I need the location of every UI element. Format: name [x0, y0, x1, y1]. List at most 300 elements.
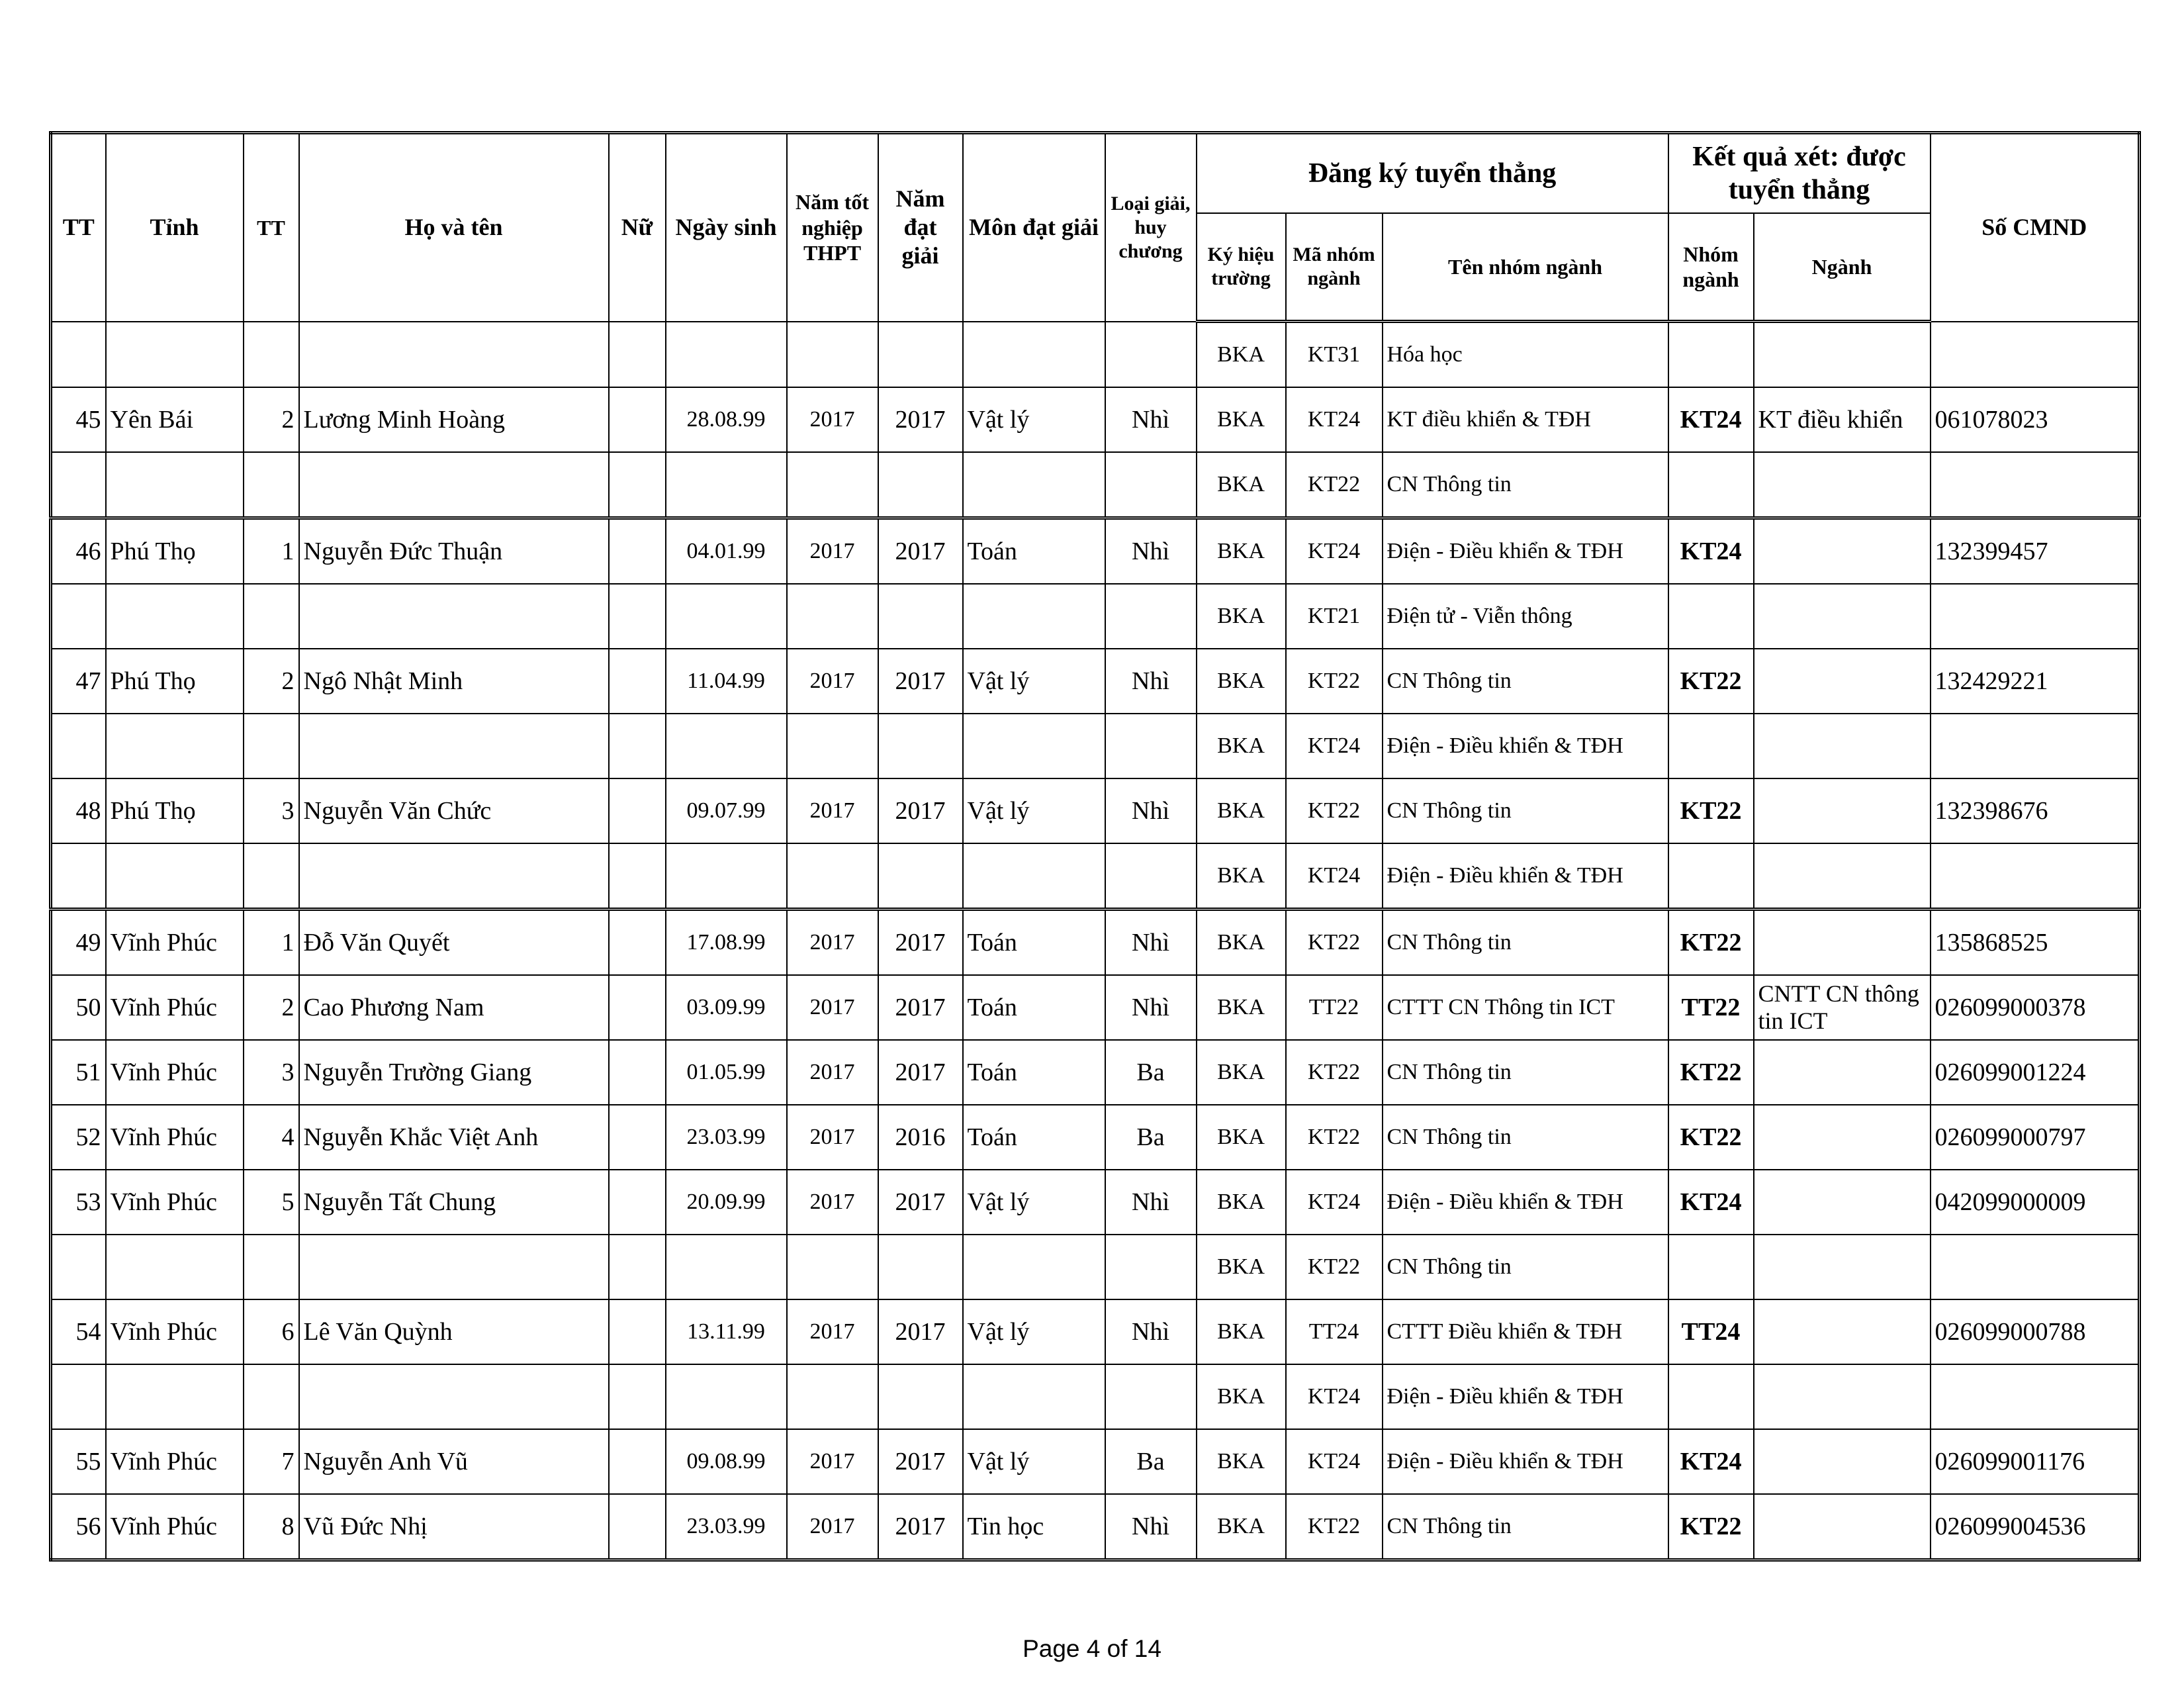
cell-mon-dat-giai [963, 843, 1105, 910]
cell-nam-dat-giai: 2017 [878, 975, 963, 1040]
cell-ten-nhom-nganh: CN Thông tin [1383, 910, 1668, 976]
cell-ten-nhom-nganh: Điện - Điều khiển & TĐH [1383, 1364, 1668, 1429]
cell-ngay-sinh: 20.09.99 [666, 1170, 787, 1235]
cell-tinh: Vĩnh Phúc [106, 1040, 244, 1105]
cell-tt2: 1 [244, 518, 299, 585]
header-nganh: Ngành [1754, 213, 1931, 322]
cell-ho-ten [299, 322, 609, 388]
header-dang-ky: Đăng ký tuyển thẳng [1197, 133, 1668, 214]
cell-ngay-sinh: 13.11.99 [666, 1299, 787, 1364]
cell-nam-tot-nghiep: 2017 [787, 649, 878, 714]
cell-ten-nhom-nganh: Điện - Điều khiển & TĐH [1383, 843, 1668, 910]
cell-nu [609, 1040, 666, 1105]
cell-ten-nhom-nganh: CN Thông tin [1383, 1040, 1668, 1105]
cell-kq-nhom-nganh: KT22 [1668, 910, 1754, 976]
cell-kq-nganh: KT điều khiển [1754, 387, 1931, 452]
cell-loai-giai: Nhì [1105, 975, 1197, 1040]
cell-nam-dat-giai [878, 322, 963, 388]
cell-nam-tot-nghiep [787, 714, 878, 778]
cell-mon-dat-giai [963, 1235, 1105, 1299]
cell-kq-nganh [1754, 1494, 1931, 1560]
cell-ten-nhom-nganh: CN Thông tin [1383, 649, 1668, 714]
cell-nam-tot-nghiep: 2017 [787, 1494, 878, 1560]
cell-tt2: 5 [244, 1170, 299, 1235]
cell-ma-nhom-nganh: KT22 [1286, 1494, 1383, 1560]
header-tt: TT [51, 133, 106, 322]
cell-tt: 49 [51, 910, 106, 976]
cell-tt2 [244, 452, 299, 518]
table-row [51, 518, 2140, 585]
header-ket-qua: Kết quả xét: được tuyển thẳng [1668, 133, 1931, 214]
cell-mon-dat-giai: Vật lý [963, 649, 1105, 714]
cell-so-cmnd: 026099001224 [1931, 1040, 2140, 1105]
cell-loai-giai [1105, 322, 1197, 388]
cell-tinh: Vĩnh Phúc [106, 1494, 244, 1560]
cell-ho-ten: Nguyễn Khắc Việt Anh [299, 1105, 609, 1170]
cell-loai-giai [1105, 452, 1197, 518]
cell-tinh [106, 322, 244, 388]
table-row [51, 649, 2140, 714]
cell-so-cmnd: 026099001176 [1931, 1429, 2140, 1494]
cell-nu [609, 714, 666, 778]
cell-mon-dat-giai: Vật lý [963, 1170, 1105, 1235]
cell-ma-nhom-nganh: KT22 [1286, 1235, 1383, 1299]
cell-tt [51, 584, 106, 649]
cell-kq-nganh [1754, 714, 1931, 778]
cell-kq-nganh [1754, 452, 1931, 518]
cell-ngay-sinh: 17.08.99 [666, 910, 787, 976]
cell-mon-dat-giai: Vật lý [963, 1429, 1105, 1494]
cell-loai-giai: Ba [1105, 1040, 1197, 1105]
cell-ten-nhom-nganh: CN Thông tin [1383, 1235, 1668, 1299]
cell-kq-nhom-nganh: KT22 [1668, 1040, 1754, 1105]
cell-tt2 [244, 1235, 299, 1299]
cell-kq-nhom-nganh: KT22 [1668, 649, 1754, 714]
header-ho-ten: Họ và tên [299, 133, 609, 322]
cell-loai-giai: Nhì [1105, 649, 1197, 714]
cell-ho-ten: Cao Phương Nam [299, 975, 609, 1040]
cell-ten-nhom-nganh: Điện - Điều khiển & TĐH [1383, 1429, 1668, 1494]
cell-nam-dat-giai: 2017 [878, 1040, 963, 1105]
cell-tinh: Vĩnh Phúc [106, 910, 244, 976]
cell-tt: 45 [51, 387, 106, 452]
cell-ho-ten: Nguyễn Tất Chung [299, 1170, 609, 1235]
cell-kq-nganh [1754, 778, 1931, 843]
cell-kq-nganh [1754, 649, 1931, 714]
cell-ten-nhom-nganh: CN Thông tin [1383, 778, 1668, 843]
cell-loai-giai: Nhì [1105, 1494, 1197, 1560]
table-row [51, 1364, 2140, 1429]
header-nu: Nữ [609, 133, 666, 322]
cell-ma-nhom-nganh: KT31 [1286, 322, 1383, 388]
cell-ten-nhom-nganh: CN Thông tin [1383, 1494, 1668, 1560]
cell-ngay-sinh: 09.08.99 [666, 1429, 787, 1494]
cell-nam-dat-giai: 2017 [878, 1494, 963, 1560]
header-loai-giai: Loại giải, huy chương [1105, 133, 1197, 322]
cell-nu [609, 910, 666, 976]
cell-mon-dat-giai: Toán [963, 518, 1105, 585]
cell-nam-tot-nghiep [787, 843, 878, 910]
cell-nu [609, 387, 666, 452]
table-body [51, 322, 2140, 1560]
table-row [51, 714, 2140, 778]
cell-nam-tot-nghiep [787, 1235, 878, 1299]
cell-kq-nganh [1754, 1235, 1931, 1299]
cell-kq-nhom-nganh [1668, 714, 1754, 778]
cell-nam-tot-nghiep: 2017 [787, 1299, 878, 1364]
cell-so-cmnd [1931, 584, 2140, 649]
cell-nu [609, 975, 666, 1040]
cell-tt2: 2 [244, 649, 299, 714]
cell-ngay-sinh [666, 584, 787, 649]
cell-so-cmnd: 042099000009 [1931, 1170, 2140, 1235]
cell-nu [609, 1429, 666, 1494]
cell-tt: 48 [51, 778, 106, 843]
cell-ho-ten: Nguyễn Anh Vũ [299, 1429, 609, 1494]
cell-so-cmnd [1931, 322, 2140, 388]
table-row [51, 322, 2140, 388]
table-row [51, 843, 2140, 910]
cell-nam-tot-nghiep: 2017 [787, 778, 878, 843]
cell-ngay-sinh [666, 714, 787, 778]
cell-ky-hieu-truong: BKA [1197, 322, 1286, 388]
cell-loai-giai: Ba [1105, 1105, 1197, 1170]
cell-kq-nhom-nganh: KT22 [1668, 1105, 1754, 1170]
cell-tinh [106, 843, 244, 910]
cell-ma-nhom-nganh: KT22 [1286, 1105, 1383, 1170]
cell-ky-hieu-truong: BKA [1197, 843, 1286, 910]
cell-tt: 56 [51, 1494, 106, 1560]
cell-ma-nhom-nganh: KT24 [1286, 1364, 1383, 1429]
cell-ky-hieu-truong: BKA [1197, 584, 1286, 649]
cell-ma-nhom-nganh: KT22 [1286, 649, 1383, 714]
cell-so-cmnd: 026099000378 [1931, 975, 2140, 1040]
cell-ky-hieu-truong: BKA [1197, 714, 1286, 778]
cell-tinh: Phú Thọ [106, 778, 244, 843]
cell-ho-ten [299, 714, 609, 778]
cell-so-cmnd [1931, 1235, 2140, 1299]
cell-tt: 54 [51, 1299, 106, 1364]
cell-nam-dat-giai: 2017 [878, 910, 963, 976]
cell-nam-tot-nghiep: 2017 [787, 910, 878, 976]
cell-nu [609, 1494, 666, 1560]
cell-tt: 47 [51, 649, 106, 714]
cell-ngay-sinh: 03.09.99 [666, 975, 787, 1040]
admission-table [49, 131, 2141, 1562]
cell-ho-ten [299, 452, 609, 518]
cell-ky-hieu-truong: BKA [1197, 387, 1286, 452]
cell-nam-tot-nghiep: 2017 [787, 1170, 878, 1235]
cell-kq-nhom-nganh: KT24 [1668, 1429, 1754, 1494]
cell-ngay-sinh [666, 843, 787, 910]
cell-nu [609, 322, 666, 388]
table-row [51, 1429, 2140, 1494]
cell-loai-giai: Nhì [1105, 1299, 1197, 1364]
cell-mon-dat-giai: Toán [963, 910, 1105, 976]
cell-kq-nhom-nganh: KT24 [1668, 1170, 1754, 1235]
cell-tinh: Vĩnh Phúc [106, 1170, 244, 1235]
cell-ky-hieu-truong: BKA [1197, 518, 1286, 585]
cell-kq-nhom-nganh [1668, 843, 1754, 910]
cell-ten-nhom-nganh: CN Thông tin [1383, 1105, 1668, 1170]
cell-tt2: 7 [244, 1429, 299, 1494]
cell-nam-dat-giai: 2017 [878, 649, 963, 714]
cell-tinh: Vĩnh Phúc [106, 1299, 244, 1364]
cell-mon-dat-giai: Toán [963, 1105, 1105, 1170]
cell-mon-dat-giai: Vật lý [963, 1299, 1105, 1364]
header-ten-nhom-nganh: Tên nhóm ngành [1383, 213, 1668, 322]
cell-tt [51, 843, 106, 910]
cell-loai-giai [1105, 714, 1197, 778]
cell-mon-dat-giai: Vật lý [963, 387, 1105, 452]
cell-nam-tot-nghiep: 2017 [787, 975, 878, 1040]
cell-kq-nhom-nganh [1668, 1364, 1754, 1429]
cell-so-cmnd: 132429221 [1931, 649, 2140, 714]
cell-so-cmnd [1931, 714, 2140, 778]
cell-tt: 52 [51, 1105, 106, 1170]
cell-nam-tot-nghiep: 2017 [787, 387, 878, 452]
cell-ho-ten: Lê Văn Quỳnh [299, 1299, 609, 1364]
cell-ma-nhom-nganh: KT22 [1286, 778, 1383, 843]
cell-loai-giai [1105, 584, 1197, 649]
header-tinh: Tỉnh [106, 133, 244, 322]
cell-tinh: Phú Thọ [106, 649, 244, 714]
cell-ten-nhom-nganh: KT điều khiển & TĐH [1383, 387, 1668, 452]
cell-ky-hieu-truong: BKA [1197, 1105, 1286, 1170]
cell-so-cmnd [1931, 843, 2140, 910]
header-mon-dat-giai: Môn đạt giải [963, 133, 1105, 322]
cell-loai-giai: Nhì [1105, 1170, 1197, 1235]
cell-so-cmnd [1931, 1364, 2140, 1429]
cell-ma-nhom-nganh: KT24 [1286, 714, 1383, 778]
table-row [51, 975, 2140, 1040]
header-ngay-sinh: Ngày sinh [666, 133, 787, 322]
cell-kq-nganh [1754, 322, 1931, 388]
cell-so-cmnd: 132398676 [1931, 778, 2140, 843]
cell-mon-dat-giai: Tin học [963, 1494, 1105, 1560]
cell-tt2: 3 [244, 1040, 299, 1105]
cell-nu [609, 1364, 666, 1429]
cell-ho-ten: Ngô Nhật Minh [299, 649, 609, 714]
cell-tt2 [244, 714, 299, 778]
cell-tinh: Vĩnh Phúc [106, 975, 244, 1040]
cell-kq-nhom-nganh [1668, 1235, 1754, 1299]
cell-nu [609, 518, 666, 585]
table-row [51, 452, 2140, 518]
cell-nu [609, 778, 666, 843]
cell-nam-tot-nghiep [787, 452, 878, 518]
cell-kq-nhom-nganh: KT22 [1668, 1494, 1754, 1560]
header-tt2: TT [244, 133, 299, 322]
table-row [51, 1235, 2140, 1299]
cell-nam-tot-nghiep: 2017 [787, 518, 878, 585]
table-row [51, 1494, 2140, 1560]
cell-kq-nhom-nganh [1668, 584, 1754, 649]
cell-tt [51, 322, 106, 388]
cell-tinh [106, 1235, 244, 1299]
cell-tinh [106, 714, 244, 778]
cell-loai-giai [1105, 1364, 1197, 1429]
cell-ky-hieu-truong: BKA [1197, 1170, 1286, 1235]
header-nam-dat-giai: Năm đạt giải [878, 133, 963, 322]
cell-kq-nhom-nganh: KT22 [1668, 778, 1754, 843]
table-row [51, 778, 2140, 843]
cell-nam-dat-giai: 2017 [878, 778, 963, 843]
table-row [51, 387, 2140, 452]
cell-so-cmnd: 026099000797 [1931, 1105, 2140, 1170]
cell-mon-dat-giai: Toán [963, 975, 1105, 1040]
cell-ten-nhom-nganh: CN Thông tin [1383, 452, 1668, 518]
cell-ngay-sinh: 01.05.99 [666, 1040, 787, 1105]
cell-nam-dat-giai [878, 584, 963, 649]
cell-ngay-sinh [666, 1235, 787, 1299]
cell-kq-nganh [1754, 910, 1931, 976]
cell-nam-dat-giai: 2017 [878, 1429, 963, 1494]
cell-nam-dat-giai [878, 714, 963, 778]
cell-ky-hieu-truong: BKA [1197, 1299, 1286, 1364]
cell-ngay-sinh: 09.07.99 [666, 778, 787, 843]
cell-mon-dat-giai [963, 322, 1105, 388]
cell-nam-tot-nghiep: 2017 [787, 1429, 878, 1494]
cell-mon-dat-giai [963, 452, 1105, 518]
page-number: Page 4 of 14 [1023, 1635, 1161, 1662]
cell-ma-nhom-nganh: KT24 [1286, 1429, 1383, 1494]
cell-ten-nhom-nganh: Điện - Điều khiển & TĐH [1383, 1170, 1668, 1235]
cell-tt2 [244, 322, 299, 388]
cell-mon-dat-giai: Toán [963, 1040, 1105, 1105]
cell-ngay-sinh [666, 322, 787, 388]
cell-tt [51, 1364, 106, 1429]
cell-ma-nhom-nganh: KT22 [1286, 910, 1383, 976]
cell-ma-nhom-nganh: KT21 [1286, 584, 1383, 649]
header-nam-tot-nghiep: Năm tốt nghiệp THPT [787, 133, 878, 322]
cell-so-cmnd: 132399457 [1931, 518, 2140, 585]
cell-nam-dat-giai [878, 452, 963, 518]
cell-tt: 55 [51, 1429, 106, 1494]
cell-ma-nhom-nganh: TT22 [1286, 975, 1383, 1040]
cell-ten-nhom-nganh: CTTT CN Thông tin ICT [1383, 975, 1668, 1040]
cell-loai-giai: Ba [1105, 1429, 1197, 1494]
table-row [51, 1170, 2140, 1235]
cell-ngay-sinh [666, 452, 787, 518]
cell-tt2: 8 [244, 1494, 299, 1560]
cell-loai-giai: Nhì [1105, 778, 1197, 843]
cell-ky-hieu-truong: BKA [1197, 910, 1286, 976]
cell-tt [51, 1235, 106, 1299]
cell-ngay-sinh [666, 1364, 787, 1429]
cell-nam-dat-giai: 2017 [878, 1170, 963, 1235]
cell-kq-nhom-nganh [1668, 322, 1754, 388]
cell-nam-tot-nghiep: 2017 [787, 1040, 878, 1105]
cell-tt2: 2 [244, 975, 299, 1040]
cell-mon-dat-giai [963, 584, 1105, 649]
cell-ky-hieu-truong: BKA [1197, 778, 1286, 843]
cell-tt [51, 452, 106, 518]
cell-kq-nganh [1754, 1299, 1931, 1364]
cell-nam-tot-nghiep [787, 584, 878, 649]
cell-ngay-sinh: 23.03.99 [666, 1105, 787, 1170]
cell-ho-ten [299, 1235, 609, 1299]
cell-ky-hieu-truong: BKA [1197, 1364, 1286, 1429]
cell-ma-nhom-nganh: KT24 [1286, 1170, 1383, 1235]
cell-so-cmnd: 061078023 [1931, 387, 2140, 452]
cell-kq-nganh [1754, 1170, 1931, 1235]
cell-nam-dat-giai: 2017 [878, 387, 963, 452]
cell-kq-nhom-nganh [1668, 452, 1754, 518]
cell-tt: 50 [51, 975, 106, 1040]
cell-kq-nganh [1754, 1364, 1931, 1429]
cell-loai-giai [1105, 1235, 1197, 1299]
cell-nu [609, 649, 666, 714]
cell-tt: 51 [51, 1040, 106, 1105]
cell-kq-nhom-nganh: TT24 [1668, 1299, 1754, 1364]
cell-kq-nganh [1754, 584, 1931, 649]
cell-ten-nhom-nganh: Điện - Điều khiển & TĐH [1383, 714, 1668, 778]
cell-kq-nhom-nganh: KT24 [1668, 387, 1754, 452]
cell-loai-giai: Nhì [1105, 518, 1197, 585]
cell-nu [609, 584, 666, 649]
cell-mon-dat-giai: Vật lý [963, 778, 1105, 843]
cell-ky-hieu-truong: BKA [1197, 1235, 1286, 1299]
cell-nam-tot-nghiep: 2017 [787, 1105, 878, 1170]
cell-tt2 [244, 843, 299, 910]
cell-ngay-sinh: 28.08.99 [666, 387, 787, 452]
cell-kq-nhom-nganh: TT22 [1668, 975, 1754, 1040]
table-header [51, 133, 2140, 322]
cell-ho-ten: Lương Minh Hoàng [299, 387, 609, 452]
cell-ho-ten [299, 843, 609, 910]
cell-tt2: 6 [244, 1299, 299, 1364]
cell-ky-hieu-truong: BKA [1197, 1040, 1286, 1105]
cell-tt2: 3 [244, 778, 299, 843]
cell-ten-nhom-nganh: Điện tử - Viễn thông [1383, 584, 1668, 649]
cell-kq-nganh [1754, 1040, 1931, 1105]
cell-ky-hieu-truong: BKA [1197, 975, 1286, 1040]
cell-so-cmnd: 135868525 [1931, 910, 2140, 976]
cell-tt2: 1 [244, 910, 299, 976]
cell-loai-giai: Nhì [1105, 910, 1197, 976]
cell-so-cmnd [1931, 452, 2140, 518]
cell-tinh [106, 584, 244, 649]
cell-nu [609, 452, 666, 518]
cell-tt2: 4 [244, 1105, 299, 1170]
cell-ho-ten [299, 584, 609, 649]
cell-ma-nhom-nganh: KT24 [1286, 518, 1383, 585]
cell-nu [609, 1299, 666, 1364]
cell-nam-tot-nghiep [787, 1364, 878, 1429]
cell-mon-dat-giai [963, 1364, 1105, 1429]
cell-kq-nganh: CNTT CN thông tin ICT [1754, 975, 1931, 1040]
cell-tinh: Vĩnh Phúc [106, 1429, 244, 1494]
cell-ky-hieu-truong: BKA [1197, 1494, 1286, 1560]
cell-ngay-sinh: 11.04.99 [666, 649, 787, 714]
cell-tinh [106, 452, 244, 518]
cell-ma-nhom-nganh: KT24 [1286, 387, 1383, 452]
table-row [51, 584, 2140, 649]
cell-nam-dat-giai: 2017 [878, 518, 963, 585]
cell-ma-nhom-nganh: KT24 [1286, 843, 1383, 910]
cell-nam-dat-giai [878, 1235, 963, 1299]
cell-nu [609, 843, 666, 910]
cell-ten-nhom-nganh: Hóa học [1383, 322, 1668, 388]
cell-ky-hieu-truong: BKA [1197, 1429, 1286, 1494]
table-row [51, 1299, 2140, 1364]
cell-ho-ten: Nguyễn Văn Chức [299, 778, 609, 843]
cell-ngay-sinh: 04.01.99 [666, 518, 787, 585]
cell-ky-hieu-truong: BKA [1197, 649, 1286, 714]
cell-kq-nhom-nganh: KT24 [1668, 518, 1754, 585]
header-ma-nhom-nganh: Mã nhóm ngành [1286, 213, 1383, 322]
